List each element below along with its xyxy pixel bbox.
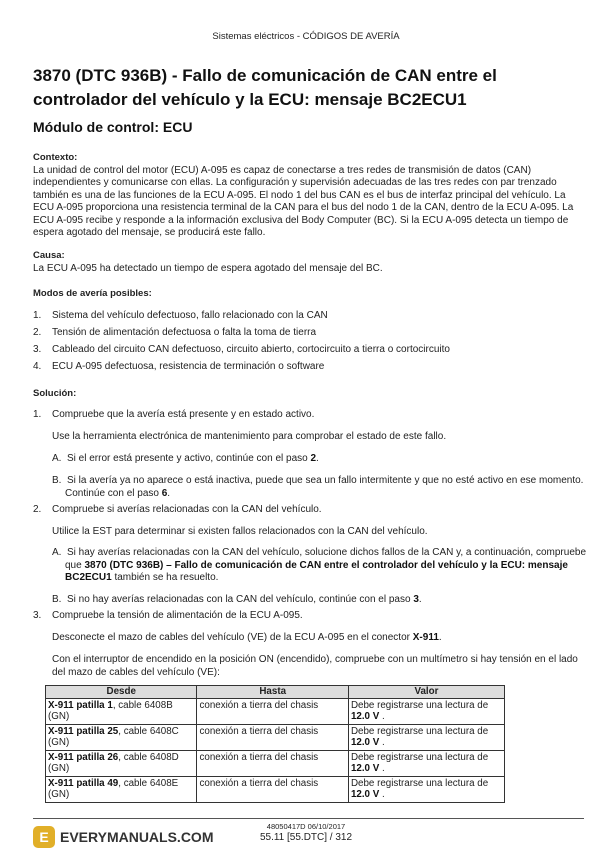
step-text: Compruebe si averías relacionadas con la CAN del vehículo. <box>52 504 322 515</box>
option-text: Si la avería ya no aparece o está inactiva, puede que sea un fallo intermitente y que no esté activo en ese momento. Continúe con el paso <box>65 475 584 499</box>
from-cell <box>46 776 197 802</box>
watermark-logo: E <box>33 826 55 848</box>
to-cell: conexión a tierra del chasis <box>197 698 348 724</box>
voltage-value: 12.0 V <box>350 711 380 722</box>
step-1-option-b: B. Si la avería ya no aparece o está inactiva, puede que sea un fallo intermitente y que no esté activo en ese momento. Continúe con el paso 6. <box>52 475 584 499</box>
step-ref: 2 <box>310 453 317 464</box>
step-1-detail: Use la herramienta electrónica de mantenimiento para comprobar el estado de este fallo. <box>52 431 447 442</box>
document-id: 48050417D 06/10/2017 <box>266 822 346 831</box>
page-number: 55.11 [55.DTC] / 312 <box>259 832 353 843</box>
value-cell <box>348 724 504 750</box>
option-text: también se ha resuelto. <box>111 572 219 583</box>
pin-label: X-911 patilla 26 <box>48 751 119 763</box>
page-title: 3870 (DTC 936B) - Fallo de comunicación de CAN entre el controlador del vehículo y la ECU: mensaje BC2ECU1 <box>33 66 497 109</box>
from-cell <box>46 750 197 776</box>
table-row <box>46 724 505 750</box>
value-cell <box>348 698 504 724</box>
voltage-value: 12.0 V <box>350 763 380 774</box>
value-cell <box>348 750 504 776</box>
table-row <box>46 776 505 802</box>
cable-text: , cable 6408C (GN) <box>48 725 179 748</box>
to-cell: conexión a tierra del chasis <box>197 776 348 802</box>
list-item: 2. Tensión de alimentación defectuosa o falta la toma de tierra <box>33 327 317 338</box>
voltage-check-table <box>45 685 505 803</box>
value-end: . <box>379 763 385 774</box>
context-text: La unidad de control del motor (ECU) A-095 es capaz de conectarse a tres redes de transmisión de datos (CAN) independientes y comunicarse con ellas. La configuración y supervisión adecuadas de las tres redes con par trenzado también es una de las funciones de la ECU A-095. El nodo 1 del bus CAN es el bus de interfaz principal del vehículo. La ECU A-095 proporciona una resistencia terminal de la CAN para el bus del nodo 1 de la CAN, dentro de la ECU A-095. La ECU A-095 recibe y responde a la información exclusiva del Body Computer (BC). Si la ECU A-095 detecta un tiempo de espera agotado del mensaje, se producirá este fallo. <box>33 164 574 238</box>
step-1-option-a: A. Si el error está presente y activo, continúe con el paso 2. <box>52 453 319 464</box>
table-row <box>46 750 505 776</box>
pin-label: X-911 patilla 1 <box>48 699 113 711</box>
step-3: 3. Compruebe la tensión de alimentación de la ECU A-095. <box>33 610 303 621</box>
list-item: 1. Sistema del vehículo defectuoso, fallo relacionado con la CAN <box>33 310 328 321</box>
value-text: Debe registrarse una lectura de <box>350 751 489 763</box>
step-2: 2. Compruebe si averías relacionadas con la CAN del vehículo. <box>33 504 322 515</box>
list-item-text: Cableado del circuito CAN defectuoso, circuito abierto, cortocircuito a tierra o cortocircuito <box>52 344 450 355</box>
cable-text: , cable 6408E (GN) <box>48 777 179 800</box>
column-header: Hasta <box>197 686 348 699</box>
cable-text: , cable 6408B (GN) <box>48 699 173 722</box>
step-ref: 6 <box>161 487 168 499</box>
list-item-text: Tensión de alimentación defectuosa o falta la toma de tierra <box>52 327 317 338</box>
step-3-detail-2: Con el interruptor de encendido en la posición ON (encendido), compruebe con un multímetro si hay tensión en el lado del mazo de cables del vehículo (VE): <box>52 654 578 678</box>
pin-label: X-911 patilla 25 <box>48 725 119 737</box>
list-item: 4. ECU A-095 defectuosa, resistencia de terminación o software <box>33 361 325 372</box>
table-header-row <box>46 686 505 699</box>
step-2-detail: Utilice la EST para determinar si existen fallos relacionados con la CAN del vehículo. <box>52 526 428 537</box>
from-cell <box>46 724 197 750</box>
voltage-value: 12.0 V <box>350 737 380 748</box>
cause-section <box>33 250 588 275</box>
step-3-detail: Desconecte el mazo de cables del vehículo (VE) de la ECU A-095 en el conector X-911. <box>52 632 442 643</box>
column-header: Valor <box>348 686 504 699</box>
solution-label: Solución: <box>33 388 77 399</box>
value-end: . <box>379 789 385 800</box>
option-text: Si no hay averías relacionadas con la CAN del vehículo, continúe con el paso <box>67 594 414 605</box>
cause-label: Causa: <box>33 250 65 261</box>
from-cell <box>46 698 197 724</box>
value-cell <box>348 776 504 802</box>
step-text: Compruebe que la avería está presente y en estado activo. <box>52 409 315 420</box>
cable-text: , cable 6408D (GN) <box>48 751 179 774</box>
value-end: . <box>379 711 385 722</box>
list-item-text: ECU A-095 defectuosa, resistencia de terminación o software <box>52 361 325 372</box>
context-label: Contexto: <box>33 152 78 163</box>
table-row <box>46 698 505 724</box>
column-header: Desde <box>46 686 197 699</box>
step-2-option-a: A. Si hay averías relacionadas con la CAN del vehículo, solucione dichos fallos de la CAN y, a continuación, compruebe que 3870 (DTC 936B) – Fallo de comunicación de CAN entre el controlador del vehículo y la ECU: mensaje BC2ECU1 también se ha resuelto. <box>52 547 587 583</box>
detail-text: Desconecte el mazo de cables del vehículo (VE) de la ECU A-095 en el conector <box>52 632 413 643</box>
module-heading: Módulo de control: ECU <box>33 119 193 135</box>
connector-ref: X-911 <box>412 632 439 643</box>
value-text: Debe registrarse una lectura de <box>350 777 489 789</box>
option-text: Si el error está presente y activo, continúe con el paso <box>67 453 311 464</box>
value-text: Debe registrarse una lectura de <box>350 725 489 737</box>
to-cell: conexión a tierra del chasis <box>197 750 348 776</box>
list-item-text: Sistema del vehículo defectuoso, fallo relacionado con la CAN <box>52 310 328 321</box>
list-item: 3. Cableado del circuito CAN defectuoso, circuito abierto, cortocircuito a tierra o cortocircuito <box>33 344 450 355</box>
voltage-value: 12.0 V <box>350 789 380 800</box>
failure-modes-label: Modos de avería posibles: <box>33 288 152 299</box>
option-text: Si hay averías relacionadas con la CAN del vehículo, solucione dichos fallos de la CAN y, a continuación, compruebe que <box>65 547 587 571</box>
to-cell: conexión a tierra del chasis <box>197 724 348 750</box>
value-text: Debe registrarse una lectura de <box>350 699 489 711</box>
running-header: Sistemas eléctricos - CÓDIGOS DE AVERÍA <box>212 31 400 42</box>
watermark: EVERYMANUALS.COM <box>60 829 214 845</box>
pin-label: X-911 patilla 49 <box>48 777 119 789</box>
step-ref: 3 <box>413 594 419 605</box>
step-text: Compruebe la tensión de alimentación de la ECU A-095. <box>52 610 303 621</box>
cause-text: La ECU A-095 ha detectado un tiempo de espera agotado del mensaje del BC. <box>33 262 383 274</box>
step-2-option-b: B. Si no hay averías relacionadas con la CAN del vehículo, continúe con el paso 3. <box>52 594 422 605</box>
step-1: 1. Compruebe que la avería está presente y en estado activo. <box>33 409 315 420</box>
context-section <box>33 152 588 240</box>
value-end: . <box>379 737 385 748</box>
footer-divider <box>33 818 584 819</box>
dtc-reference-link[interactable]: 3870 (DTC 936B) – Fallo de comunicación de CAN entre el controlador del vehículo y la ECU: mensaje BC2ECU1 <box>65 559 568 583</box>
